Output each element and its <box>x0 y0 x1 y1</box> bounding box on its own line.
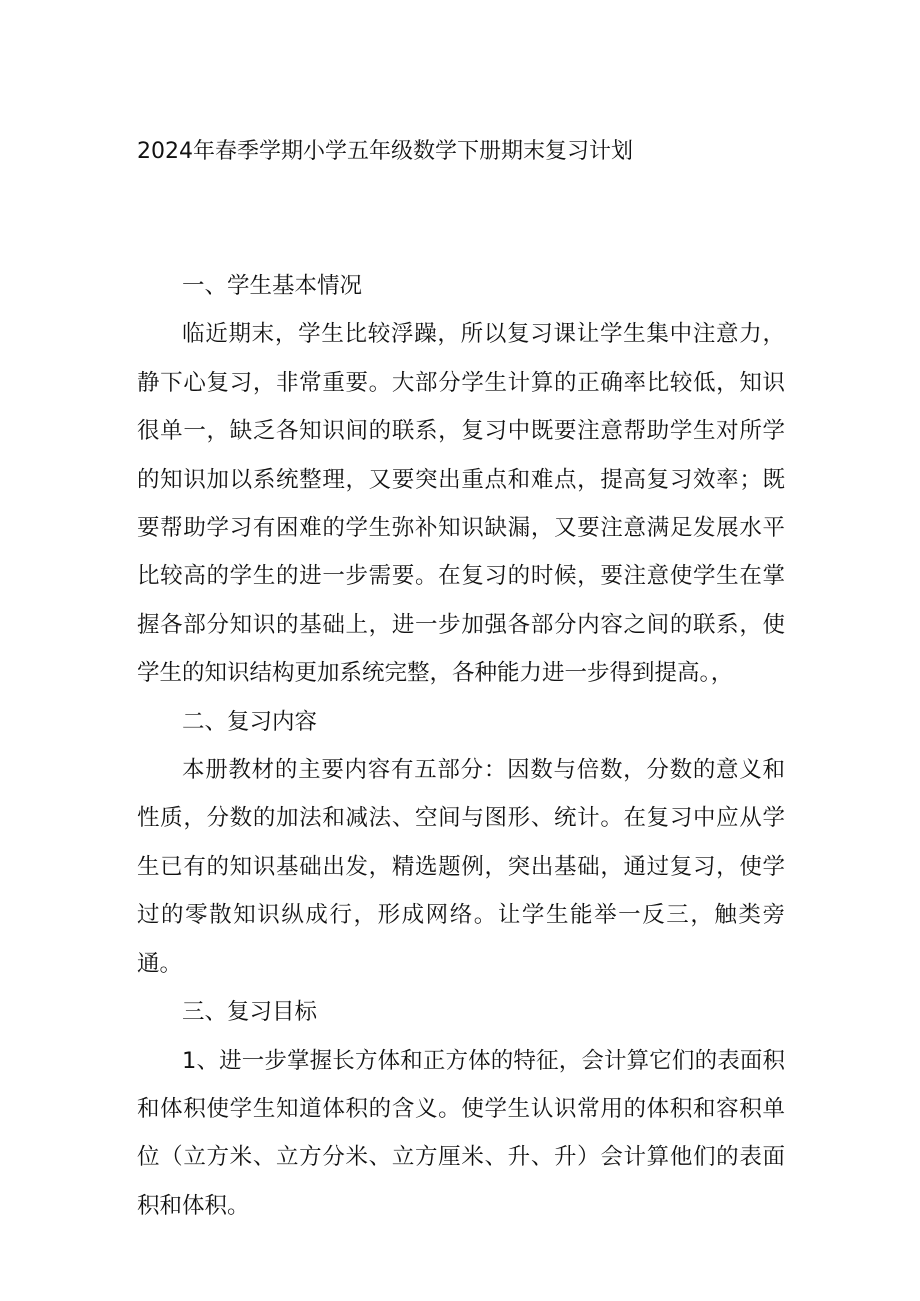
paragraph-student-situation: 临近期末，学生比较浮躁，所以复习课让学生集中注意力，静下心复习，非常重要。大部分学生计算的正确率比较低，知识很单一，缺乏各知识间的联系，复习中既要注意帮助学生对所学的知识加以系统整理，又要突出重点和难点，提高复习效率；既要帮助学习有困难的学生弥补知识缺漏，又要注意满足发展水平比较高的学生的进一步需要。在复习的时候，要注意使学生在掌握各部分知识的基础上，进一步加强各部分内容之间的联系，使学生的知识结构更加系统完整，各种能力进一步得到提高。， <box>137 321 785 687</box>
section-heading-review-goals: 三、复习目标 <box>182 999 318 1026</box>
section-heading-review-content: 二、复习内容 <box>182 708 318 735</box>
document-title: 2024年春季学期小学五年级数学下册期末复习计划 <box>137 139 633 164</box>
section-heading-student-situation: 一、学生基本情况 <box>182 273 363 299</box>
document-body <box>137 262 785 1230</box>
paragraph-review-goal-1: 1、进一步掌握长方体和正方体的特征，会计算它们的表面积和体积使学生知道体积的含义。使学生认识常用的体积和容积单位（立方米、立方分米、立方厘米、升、升）会计算他们的表面积和体积。 <box>137 1047 785 1219</box>
paragraph-review-content: 本册教材的主要内容有五部分：因数与倍数，分数的意义和性质，分数的加法和减法、空间与图形、统计。在复习中应从学生已有的知识基础出发，精选题例，突出基础，通过复习，使学过的零散知识纵成行，形成网络。让学生能举一反三，触类旁通。 <box>137 757 785 977</box>
